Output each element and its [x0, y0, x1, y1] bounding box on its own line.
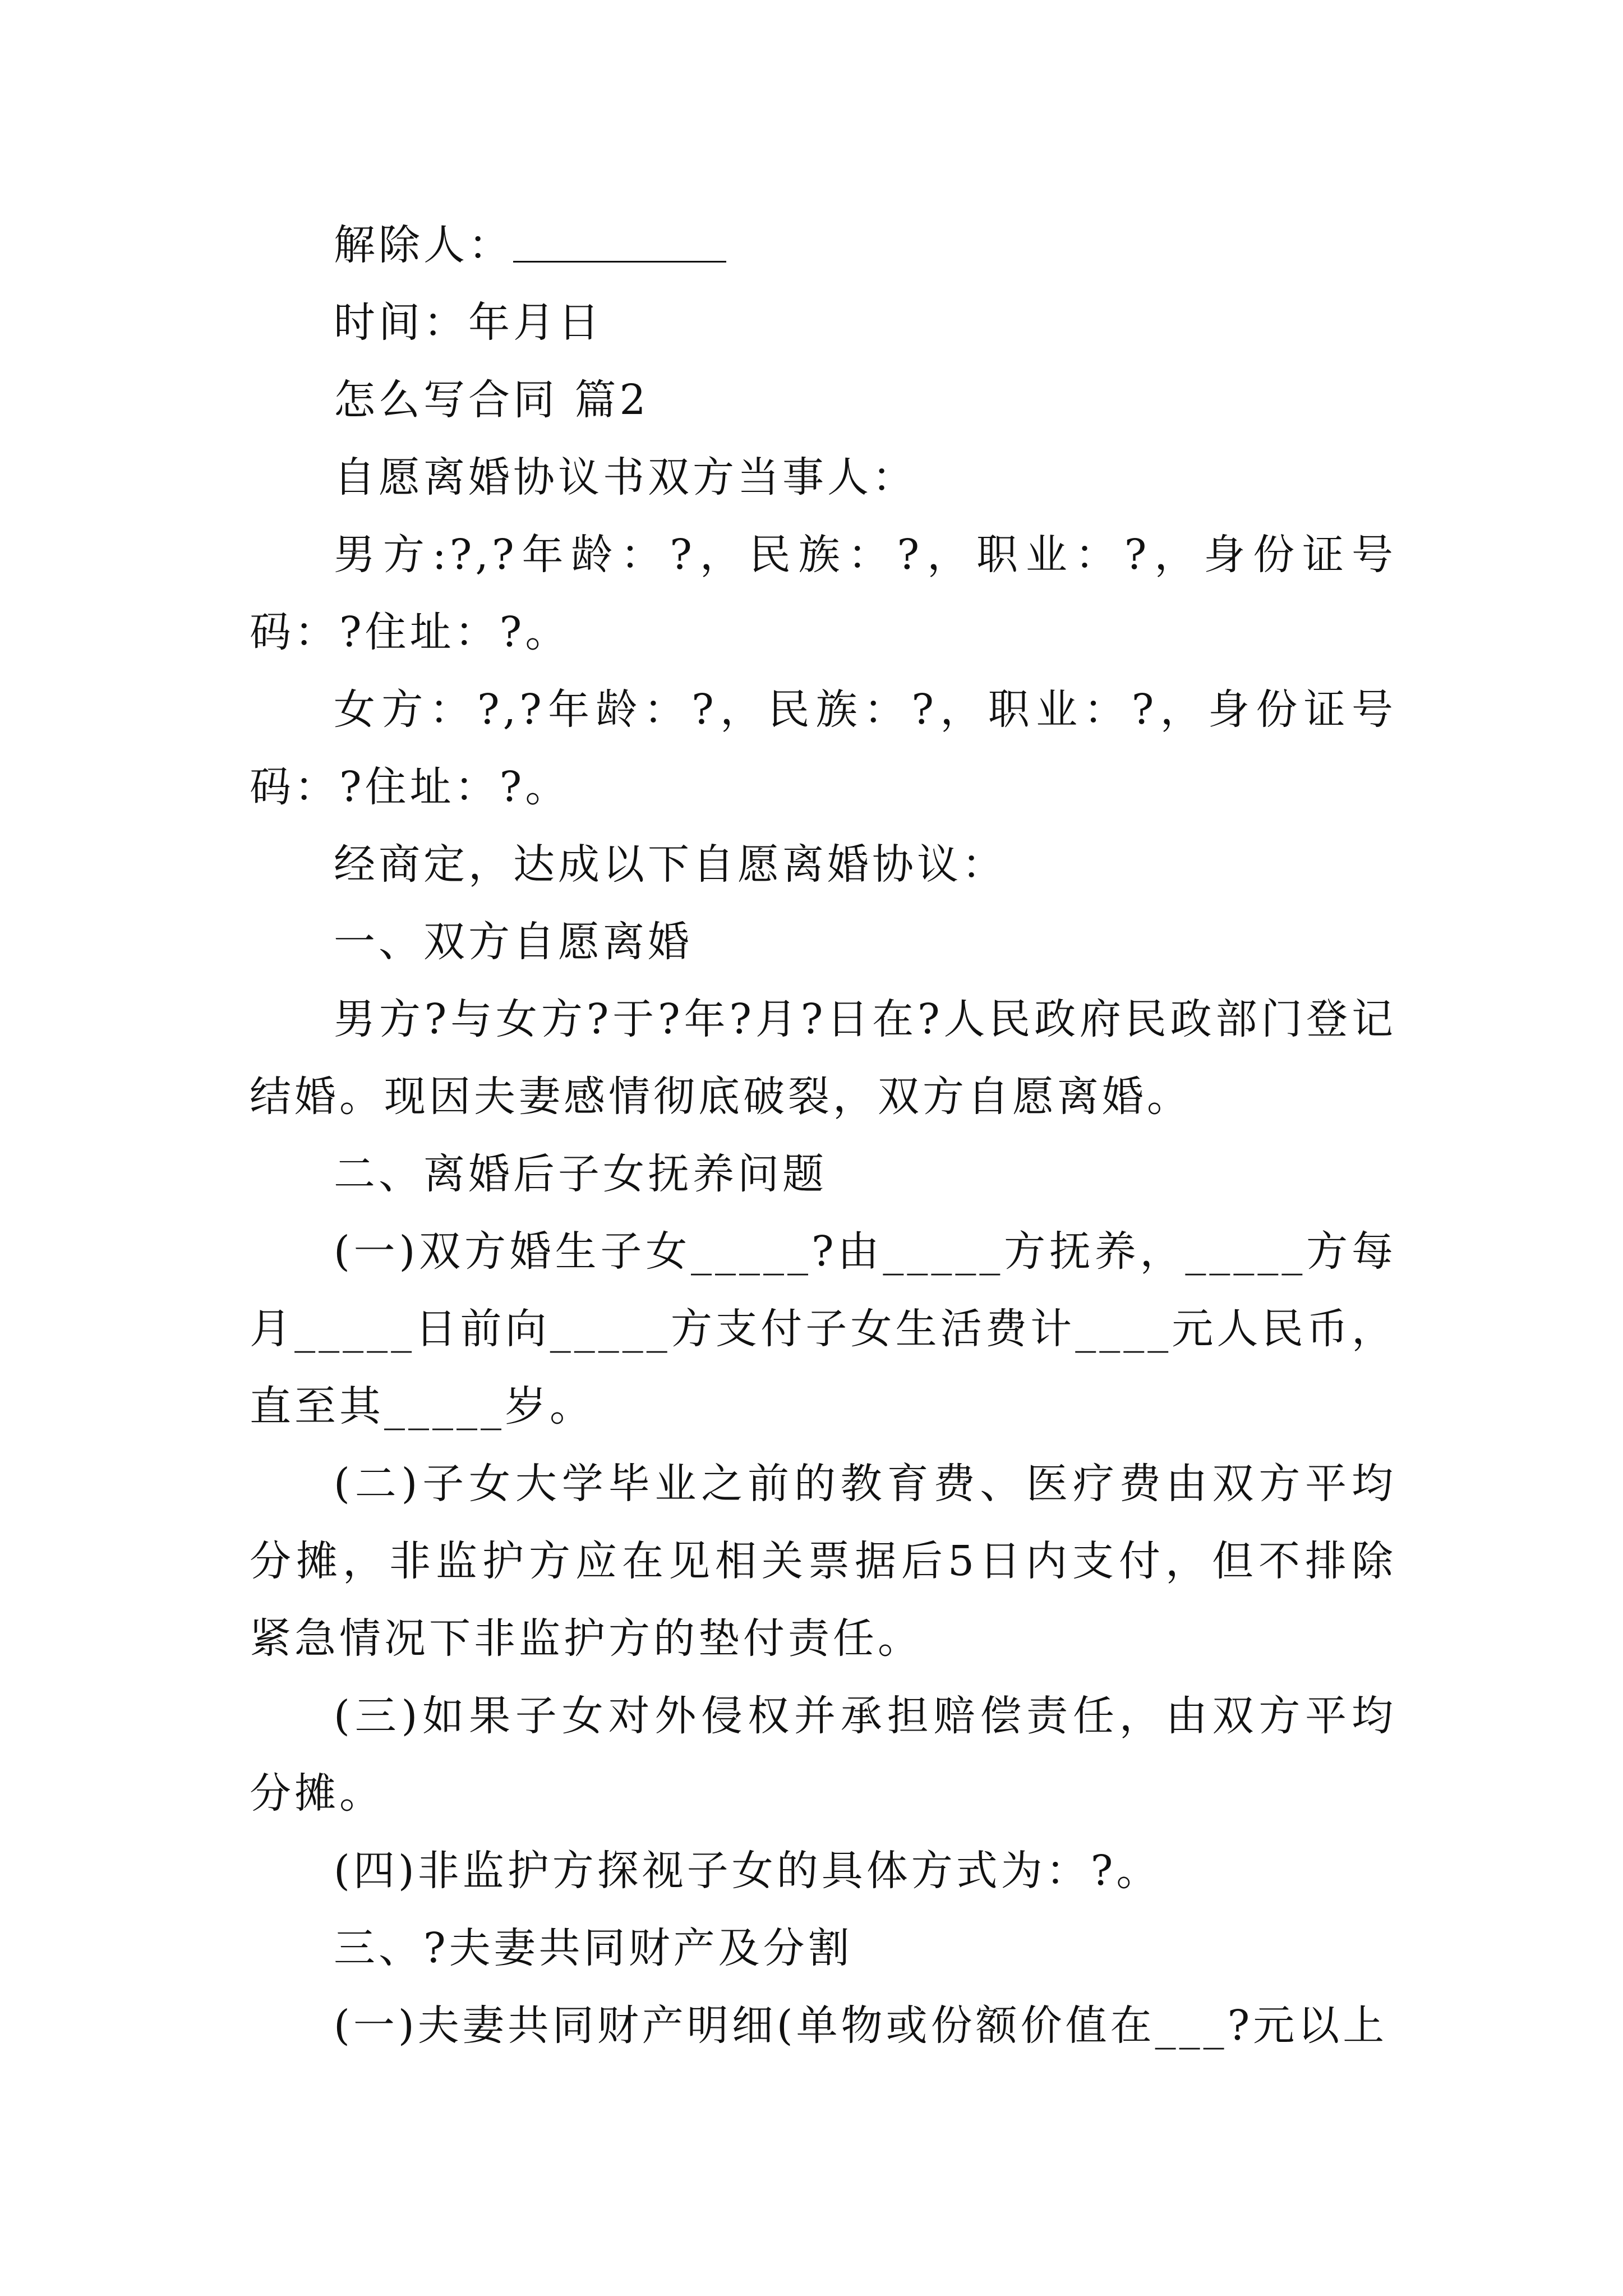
heading-2: 二、离婚后子女抚养问题 — [334, 1150, 827, 1198]
releaser-label: 解除人： — [334, 221, 513, 269]
heading-3: 三、?夫妻共同财产及分割 — [334, 1924, 853, 1972]
intro-line: 自愿离婚协议书双方当事人： — [334, 453, 917, 501]
time-line: 时间：年月日 — [334, 298, 603, 347]
paragraph-3: (二)子女大学毕业之前的教育费、医疗费由双方平均分摊，非监护方应在见相关票据后5日内支付，但不排除紧急情况下非监护方的垫付责任。 — [250, 1460, 1396, 1663]
paragraph-6: (一)夫妻共同财产明细(单物或份额价值在___?元以上 — [334, 2001, 1388, 2050]
male-party: 男方:?,?年龄：?，民族：?，职业：?，身份证号码：?住址：?。 — [250, 531, 1396, 656]
female-party: 女方：?,?年龄：?，民族：?，职业：?，身份证号码：?住址：?。 — [250, 685, 1396, 811]
agreed-line: 经商定，达成以下自愿离婚协议： — [334, 840, 1007, 889]
section-title: 怎么写合同 篇2 — [334, 376, 649, 424]
paragraph-2: (一)双方婚生子女_____?由_____方抚养，_____方每月_____日前向_____方支付子女生活费计____元人民币，直至其_____岁。 — [250, 1227, 1396, 1430]
signature-blank — [513, 222, 726, 263]
paragraph-1: 男方?与女方?于?年?月?日在?人民政府民政部门登记结婚。现因夫妻感情彻底破裂，双方自愿离婚。 — [250, 995, 1396, 1121]
heading-1: 一、双方自愿离婚 — [334, 918, 693, 966]
paragraph-4: (三)如果子女对外侵权并承担赔偿责任，由双方平均分摊。 — [250, 1692, 1396, 1818]
document-body — [250, 206, 1396, 2064]
paragraph-5: (四)非监护方探视子女的具体方式为：?。 — [334, 1847, 1161, 1895]
releaser-line — [250, 206, 1396, 284]
